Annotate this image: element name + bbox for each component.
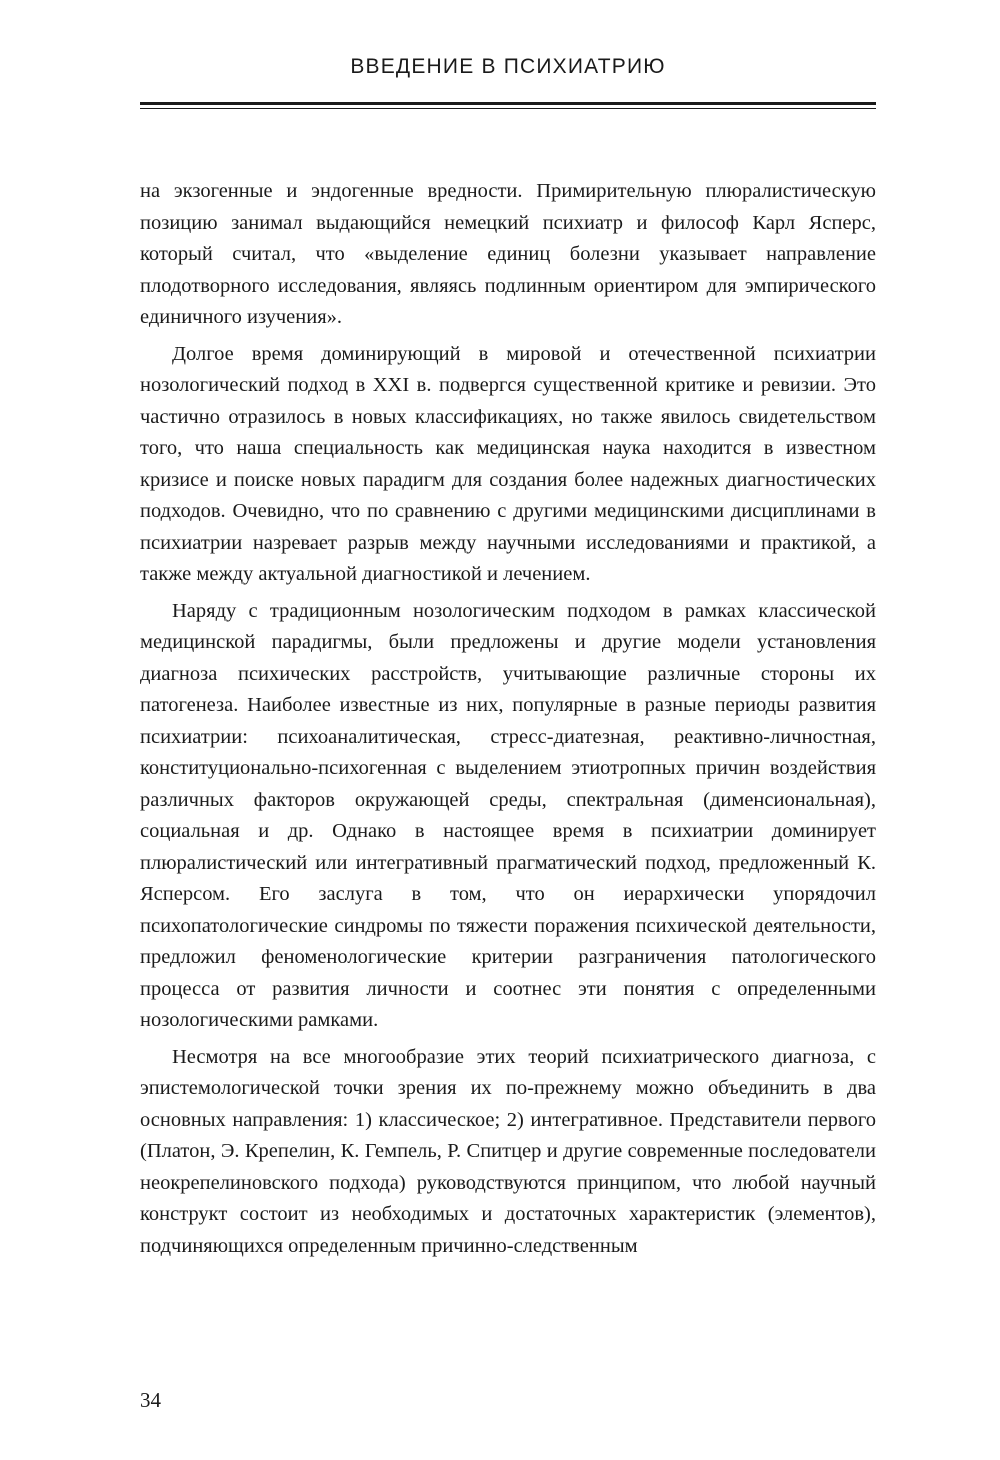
- paragraph: Наряду с традиционным нозологическим подходом в рамках классической медицинской парадигмы, были предложены и другие модели установления диагноза психических расстройств, учитывающие различные стороны их патогенеза. Наиболее известные из них, популярные в разные периоды развития психиатрии: психоаналитическая, стресс-диатезная, реактивно-личностная, конституционально-психогенная с выделением этиотропных причин воздействия различных факторов окружающей среды, спектральная (дименсиональная), социальная и др. Однако в настоящее время в психиатрии доминирует плюралистический или интегративный прагматический подход, предложенный К. Ясперсом. Его заслуга в том, что он иерархически упорядочил психопатологические синдромы по тяжести поражения психической деятельности, предложил феноменологические критерии разграничения патологического процесса от развития личности и соотнес эти понятия с определенными нозологическими рамками.: [140, 599, 876, 1031]
- paragraph-continued: на экзогенные и эндогенные вредности. Примирительную плюралистическую позицию занимал выдающийся немецкий психиатр и философ Карл Ясперс, который считал, что «выделение единиц болезни указывает направление плодотворного исследования, являясь подлинным ориентиром для эмпирического единичного изучения».: [140, 180, 876, 328]
- header-rule-thin: [140, 108, 876, 109]
- header-rule-thick: [140, 102, 876, 105]
- main-text: [140, 176, 876, 1267]
- page-number: 34: [140, 1388, 161, 1412]
- paragraph: Несмотря на все многообразие этих теорий психиатрического диагноза, с эпистемологической точки зрения их по-прежнему можно объединить в два основных направления: 1) классическое; 2) интегративное. Представители первого (Платон, Э. Крепелин, К. Гемпель, Р. Спитцер и другие современные последователи неокрепелиновского подхода) руководствуются принципом, что любой научный конструкт состоит из необходимых и достаточных характеристик (элементов), подчиняющихся определенным причинно-следственным: [140, 1045, 876, 1257]
- paragraph: Долгое время доминирующий в мировой и отечественной психиатрии нозологический подход в XXI в. подвергся существенной критике и ревизии. Это частично отразилось в новых классификациях, но также явилось свидетельством того, что наша специальность как медицинская наука находится в известном кризисе и поиске новых парадигм для создания более надежных диагностических подходов. Очевидно, что по сравнению с другими медицинскими дисциплинами в психиатрии назревает разрыв между научными исследованиями и практикой, а также между актуальной диагностикой и лечением.: [140, 342, 876, 585]
- running-header-title: ВВЕДЕНИЕ В ПСИХИАТРИЮ: [350, 55, 666, 78]
